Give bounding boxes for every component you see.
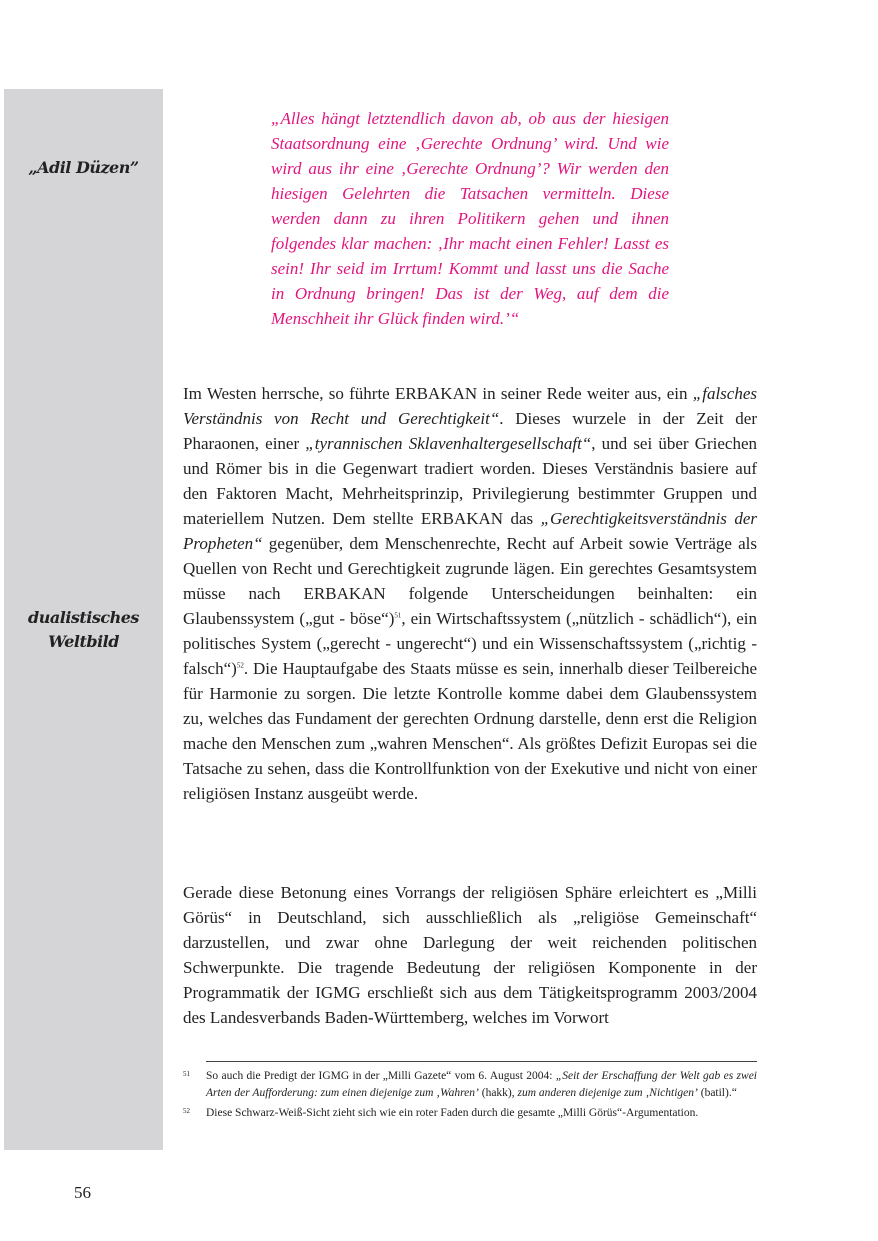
fn51-a: So auch die Predigt der IGMG in der „Milli Gazete“ vom 6. August 2004: [206, 1070, 556, 1082]
footnote-text: Diese Schwarz-Weiß-Sicht zieht sich wie ein roter Faden durch die gesamte „Milli Görüs“-Argumentation. [206, 1107, 699, 1119]
p1-e3: „Gerechtigkeitsverständnis der Propheten“ [183, 509, 758, 553]
page-number: 56 [74, 1183, 91, 1202]
margin-note-line-1: dualistisches [28, 608, 139, 627]
footnote-52 [183, 1105, 757, 1122]
footnote-number: 52 [183, 1107, 190, 1115]
paragraph-2-text: Gerade diese Betonung eines Vorrangs der religiösen Sphäre erleichtert es „Milli Görüs“ in Deutschland, sich ausschließlich als „religiöse Gemeinschaft“ darzustellen, und zwar ohne Darlegung der weit reichenden politischen Schwerpunkte. Die tragende Bedeutung der religiösen Komponente in der Programmatik der IGMG erschließt sich aus dem Tätigkeitsprogramm 2003/2004 des Landesverbands Baden-Württemberg, welches im Vorwort [183, 883, 757, 1027]
p1-s6: . Die Hauptaufgabe des Staats müsse es sein, innerhalb dieser Teilbereiche für Harmonie zu sorgen. Die letzte Kontrolle komme dabei dem Glaubenssystem zu, welches das Fundament der gerechten Ordnung darstelle, denn erst die Religion mache den Menschen zum „wahren Menschen“. Als größtes Defizit Europas sei die Tatsache zu sehen, dass die Kontrollfunktion von der Exekutive und nicht von einer religiösen Instanz ausgeübt werde. [183, 659, 757, 803]
p1-s3: , und sei über Griechen und Römer bis in die Gegenwart tradiert worden. Dieses Verständnis basiere auf den Faktoren Macht, Mehrheitsprinzip, Privilegierung bestimmter Gruppen und materiellem Nutzen. Dem stellte ERBAKAN das [183, 434, 758, 528]
fn51-d: zum anderen diejenige zum ‚Nichtigen’ [517, 1087, 698, 1099]
footnote-ref-51[interactable]: 51 [394, 611, 402, 620]
footnote-number: 51 [183, 1070, 190, 1078]
p1-s5: , ein Wirtschaftssystem („nützlich - schädlich“), ein politisches System („gerecht - ungerecht“) und ein Wissenschaftssystem („richtig - falsch“) [183, 609, 757, 678]
fn51-b: „Seit der Erschaffung der Welt gab es zwei Arten der Aufforderung: zum einen diejenige zum ‚Wahren’ [206, 1070, 758, 1099]
fn51-e: (batil).“ [697, 1087, 737, 1099]
footnote-51 [183, 1068, 757, 1102]
paragraph-2 [183, 880, 757, 1030]
paragraph-1-text [183, 381, 757, 806]
p1-s1: Im Westen herrsche, so führte ERBAKAN in seiner Rede weiter aus, ein [183, 384, 693, 403]
p1-s4: gegenüber, dem Menschenrechte, Recht auf Arbeit sowie Verträge als Quellen von Recht und Gerechtigkeit zugrunde lägen. Ein gerechtes Gesamtsystem müsse nach ERBAKAN folgende Unterscheidungen beinhalten: ein Glaubenssystem („gut - böse“) [183, 534, 757, 628]
fn51-c: (hakk), [478, 1087, 518, 1099]
p1-e2: „tyrannischen Sklavenhaltergesellschaft“ [305, 434, 592, 453]
footnote-divider [206, 1061, 757, 1062]
block-quote [271, 106, 669, 331]
p1-s2: . Dieses wurzele in der Zeit der Pharaonen, einer [183, 409, 757, 453]
paragraph-1 [183, 381, 757, 806]
quote-text: „Alles hängt letztendlich davon ab, ob aus der hiesigen Staatsordnung eine ‚Gerechte Ordnung’ wird. Und wie wird aus ihr eine ‚Gerechte Ordnung’? Wir werden den hiesigen Gelehrten die Tatsachen vermitteln. Diese werden dann zu ihren Politikern gehen und ihnen folgendes klar machen: ‚Ihr macht einen Fehler! Lasst es sein! Ihr seid im Irrtum! Kommt und lasst uns die Sache in Ordnung bringen! Das ist der Weg, auf dem die Menschheit ihr Glück finden wird.’“ [271, 109, 669, 328]
margin-note-dualistisches-weltbild [4, 606, 163, 654]
margin-note-adil-duzen: „Adil Düzen” [28, 158, 139, 177]
p1-e1: „falsches Verständnis von Recht und Gerechtigkeit“ [183, 384, 757, 428]
footnote-ref-52[interactable]: 52 [236, 661, 244, 670]
margin-note-line-2: Weltbild [48, 632, 119, 651]
footnote-text [206, 1068, 757, 1102]
footnotes [183, 1068, 757, 1125]
